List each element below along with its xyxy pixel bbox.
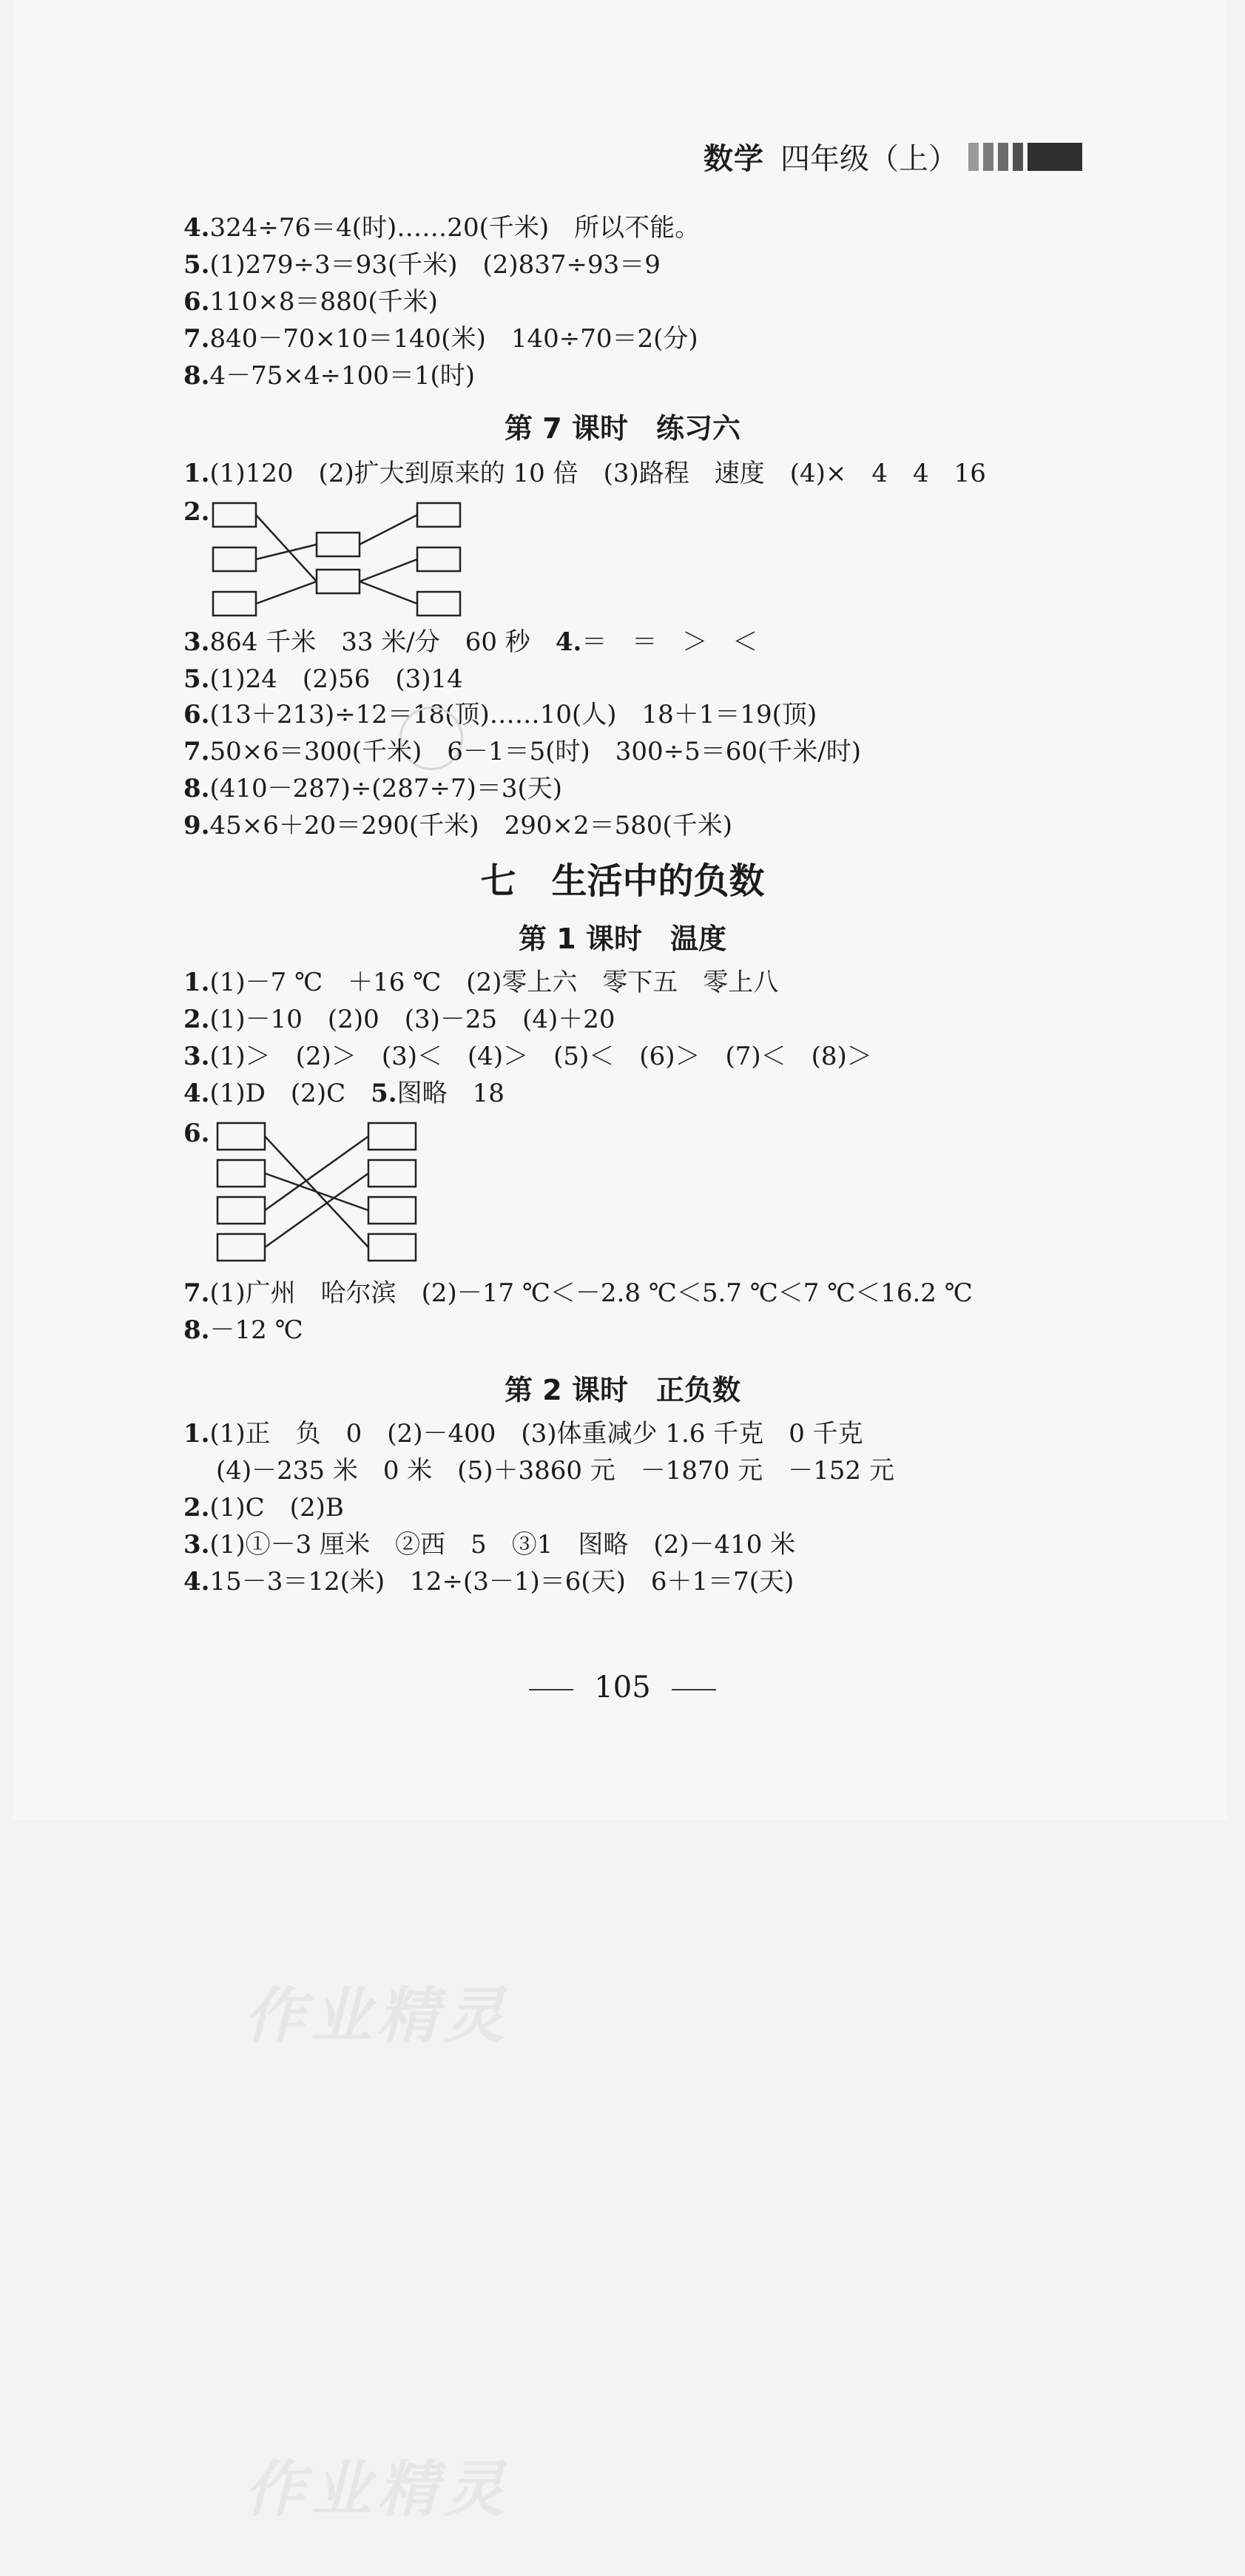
right-box [368, 1123, 416, 1150]
page-number: 105 [0, 1670, 1245, 1705]
answer-line: 8.(410－287)÷(287÷7)＝3(天) [183, 774, 563, 803]
answer-line: 4.(1)D (2)C 5.图略 18 [183, 1079, 505, 1108]
grade-label: 四年级（上） [780, 142, 958, 176]
answer-line: 2.(1)－10 (2)0 (3)－25 (4)＋20 [183, 1005, 615, 1034]
answer-line: 7.(1)广州 哈尔滨 (2)－17 ℃＜－2.8 ℃＜5.7 ℃＜7 ℃＜16.2 ℃ [183, 1278, 973, 1308]
unit-title: 七 生活中的负数 [480, 860, 765, 902]
answer-line: 5.(1)279÷3＝93(千米) (2)837÷93＝9 [183, 250, 661, 280]
lesson-heading: 第 7 课时 练习六 [505, 412, 740, 445]
answer-line: 7.50×6＝300(千米) 6－1＝5(时) 300÷5＝60(千米/时) [183, 737, 861, 766]
watermark-logo: 作业精灵 [244, 2455, 510, 2525]
middle-box [317, 570, 360, 593]
watermark-logo: 作业精灵 [244, 1981, 510, 2051]
right-box [368, 1197, 416, 1224]
answer-line: 2.(1)C (2)B [183, 1493, 344, 1523]
left-box [213, 547, 256, 571]
right-box [417, 503, 460, 527]
answer-line: 6. [183, 1119, 210, 1148]
answer-line: 3.(1)＞ (2)＞ (3)＜ (4)＞ (5)＜ (6)＞ (7)＜ (8)＞ [183, 1042, 872, 1071]
subject-title: 数学 [704, 141, 764, 176]
left-box [217, 1123, 265, 1150]
answer-line: 9.45×6＋20＝290(千米) 290×2＝580(千米) [183, 811, 733, 840]
answer-line: 6.(13＋213)÷12＝18(顶)……10(人) 18＋1＝19(顶) [183, 700, 817, 729]
lesson-heading: 第 2 课时 正负数 [505, 1374, 740, 1406]
header-decoration [968, 142, 1082, 172]
right-box [368, 1160, 416, 1187]
answer-line: 4.324÷76＝4(时)……20(千米) 所以不能。 [183, 213, 701, 243]
left-box [217, 1160, 265, 1187]
answer-line: 3.864 千米 33 米/分 60 秒 4.＝ ＝ ＞ ＜ [183, 627, 758, 657]
page-header [704, 135, 1082, 178]
left-box [213, 592, 256, 616]
right-box [368, 1234, 416, 1261]
answer-line: 1.(1)－7 ℃ ＋16 ℃ (2)零上六 零下五 零上八 [183, 968, 779, 997]
left-box [217, 1234, 265, 1261]
answer-line: 8.4－75×4÷100＝1(时) [183, 361, 476, 391]
right-box [417, 592, 460, 616]
left-box [213, 503, 256, 527]
answer-line: 4.15－3＝12(米) 12÷(3－1)＝6(天) 6＋1＝7(天) [183, 1567, 794, 1596]
answer-line: (4)－235 米 0 米 (5)＋3860 元 －1870 元 －152 元 [216, 1456, 894, 1486]
answer-line: 5.(1)24 (2)56 (3)14 [183, 664, 463, 694]
left-box [217, 1197, 265, 1224]
matching-diagram [216, 1119, 431, 1274]
answer-line: 3.(1)①－3 厘米 ②西 5 ③1 图略 (2)－410 米 [183, 1530, 796, 1560]
lesson-heading: 第 1 课时 温度 [519, 923, 726, 955]
middle-box [317, 533, 360, 556]
answer-line: 8.－12 ℃ [183, 1315, 303, 1345]
answer-line: 6.110×8＝880(千米) [183, 287, 438, 317]
answer-line: 1.(1)正 负 0 (2)－400 (3)体重减少 1.6 千克 0 千克 [183, 1419, 863, 1449]
answer-line: 7.840－70×10＝140(米) 140÷70＝2(分) [183, 324, 698, 354]
matching-diagram [212, 497, 478, 623]
right-box [417, 547, 460, 571]
answer-line: 2. [183, 497, 210, 527]
answer-line: 1.(1)120 (2)扩大到原来的 10 倍 (3)路程 速度 (4)× 4 4 16 [183, 459, 986, 488]
